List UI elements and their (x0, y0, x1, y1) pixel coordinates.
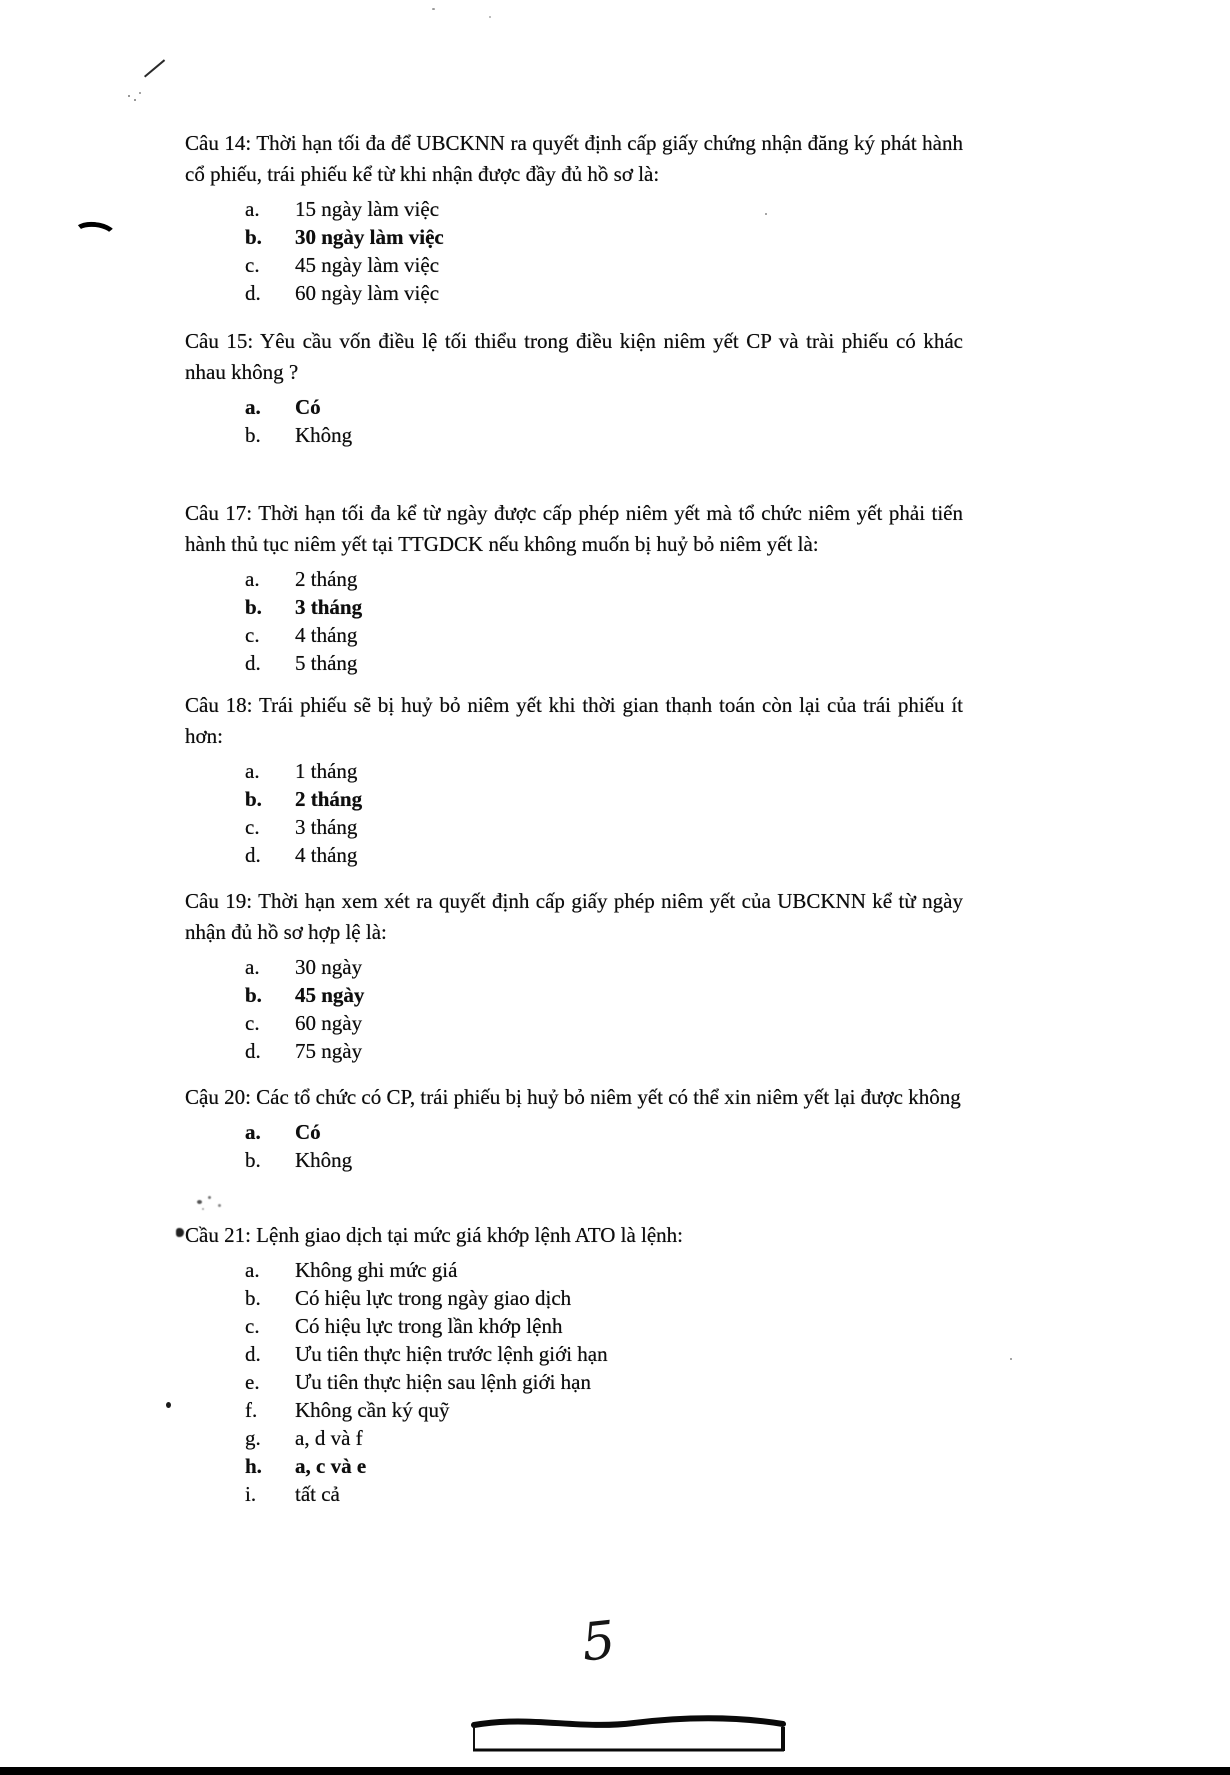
option-letter: b. (245, 1148, 261, 1172)
option-row (245, 813, 963, 841)
option-row (245, 649, 963, 677)
option-row (245, 1256, 963, 1284)
question-label: Câu 18: (185, 693, 253, 717)
options-list (245, 195, 963, 307)
option-row (245, 279, 963, 307)
question-19 (185, 886, 963, 1065)
option-text: 45 ngày làm việc (295, 253, 440, 277)
pen-speck (128, 95, 130, 97)
option-text: 4 tháng (295, 623, 358, 647)
option-letter: c. (245, 623, 260, 647)
options-list (245, 757, 963, 869)
option-text: Ưu tiên thực hiện sau lệnh giới hạn (295, 1370, 591, 1394)
question-text: Các tổ chức có CP, trái phiếu bị huỷ bỏ niêm yết có thể xin niêm yết lại được không (256, 1085, 961, 1109)
option-text: 60 ngày làm việc (295, 281, 440, 305)
question-label: Câu 14: (185, 131, 252, 155)
option-letter: a. (245, 1258, 260, 1282)
option-row (245, 251, 963, 279)
ink-smudge (208, 1196, 211, 1199)
option-row (245, 1146, 963, 1174)
question-text: Thời hạn xem xét ra quyết định cấp giấy phép niêm yết của UBCKNN kể từ ngày nhận đủ hồ sơ hợp lệ là: (185, 889, 964, 944)
options-list (245, 393, 963, 449)
option-row (245, 1452, 963, 1480)
option-letter: b. (245, 787, 262, 811)
option-text: 75 ngày (295, 1039, 363, 1063)
option-letter: d. (245, 281, 261, 305)
hand-drawn-box (462, 1712, 796, 1758)
scan-edge-bar (0, 1767, 1230, 1775)
option-row (245, 1480, 963, 1508)
option-row (245, 1118, 963, 1146)
option-row (245, 757, 963, 785)
question-text: Trái phiếu sẽ bị huỷ bỏ niêm yết khi thời gian thanh toán còn lại của trái phiếu ít hơn: (185, 693, 963, 748)
pen-stroke-icon (144, 59, 165, 77)
question-15 (185, 326, 963, 449)
question-text: Yêu cầu vốn điều lệ tối thiểu trong điều kiện niêm yết CP và trài phiếu có khác nhau không ? (185, 329, 963, 384)
option-letter: i. (245, 1482, 257, 1506)
option-text: Không cần ký quỹ (295, 1398, 450, 1422)
question-20 (185, 1082, 963, 1174)
option-letter: a. (245, 759, 260, 783)
option-text: Có (295, 395, 321, 419)
ink-smudge (218, 1204, 221, 1207)
question-label: Cậu 20: (185, 1085, 251, 1109)
options-list (245, 1256, 963, 1508)
option-row (245, 1284, 963, 1312)
pen-speck (134, 99, 136, 101)
question-label: Câu 19: (185, 889, 253, 913)
option-row (245, 981, 963, 1009)
option-text: 15 ngày làm việc (295, 197, 440, 221)
option-letter: a. (245, 955, 260, 979)
option-letter: b. (245, 423, 261, 447)
pen-arc-icon (71, 220, 118, 251)
option-letter: d. (245, 651, 261, 675)
option-text: 30 ngày làm việc (295, 225, 444, 249)
option-text: 30 ngày (295, 955, 363, 979)
option-text: a, d và f (295, 1426, 363, 1450)
option-row (245, 565, 963, 593)
option-text: 45 ngày (295, 983, 365, 1007)
option-letter: b. (245, 225, 262, 249)
options-list (245, 953, 963, 1065)
option-row (245, 593, 963, 621)
option-text: 1 tháng (295, 759, 358, 783)
options-list (245, 565, 963, 677)
option-letter: f. (245, 1398, 258, 1422)
option-row (245, 1009, 963, 1037)
option-letter: b. (245, 1286, 261, 1310)
option-row (245, 785, 963, 813)
option-text: tất cả (295, 1482, 340, 1506)
option-text: Có hiệu lực trong ngày giao dịch (295, 1286, 572, 1310)
option-letter: d. (245, 843, 261, 867)
question-text: Lệnh giao dịch tại mức giá khớp lệnh ATO là lệnh: (256, 1223, 684, 1247)
option-letter: e. (245, 1370, 260, 1394)
option-text: 4 tháng (295, 843, 358, 867)
option-letter: a. (245, 567, 260, 591)
option-text: 3 tháng (295, 815, 358, 839)
option-letter: c. (245, 1314, 260, 1338)
option-text: 60 ngày (295, 1011, 363, 1035)
question-text: Thời hạn tối đa kể từ ngày được cấp phép niêm yết mà tổ chức niêm yết phải tiến hành thủ tục niêm yết tại TTGDCK nếu không muốn bị huỷ bỏ niêm yết là: (185, 501, 963, 556)
question-label: Câu 15: (185, 329, 254, 353)
option-letter: a. (245, 197, 260, 221)
option-row (245, 841, 963, 869)
handwritten-page-number: 5 (578, 1610, 619, 1674)
option-row (245, 1340, 963, 1368)
option-letter: b. (245, 983, 262, 1007)
option-row (245, 621, 963, 649)
ink-blob (176, 1228, 184, 1237)
option-text: a, c và e (295, 1454, 367, 1478)
option-text: Không ghi mức giá (295, 1258, 458, 1282)
option-letter: d. (245, 1342, 261, 1366)
option-letter: d. (245, 1039, 261, 1063)
option-row (245, 1424, 963, 1452)
scan-speck (1010, 1358, 1012, 1360)
option-row (245, 421, 963, 449)
option-letter: h. (245, 1454, 262, 1478)
question-14 (185, 128, 963, 307)
option-row (245, 953, 963, 981)
option-row (245, 1037, 963, 1065)
option-letter: c. (245, 815, 260, 839)
scan-speck (432, 8, 435, 10)
question-text: Thời hạn tối đa để UBCKNN ra quyết định cấp giấy chứng nhận đăng ký phát hành cổ phiếu, trái phiếu kể từ khi nhận được đầy đủ hồ sơ là: (185, 131, 964, 186)
option-row (245, 393, 963, 421)
option-text: 3 tháng (295, 595, 363, 619)
option-letter: g. (245, 1426, 261, 1450)
question-18 (185, 690, 963, 869)
options-list (245, 1118, 963, 1174)
option-letter: a. (245, 1120, 261, 1144)
scan-speck (489, 16, 491, 18)
ink-smudge (202, 1208, 204, 1210)
option-row (245, 1312, 963, 1340)
option-text: Có (295, 1120, 321, 1144)
option-text: Không (295, 1148, 353, 1172)
option-letter: b. (245, 595, 262, 619)
option-letter: c. (245, 253, 260, 277)
question-21 (185, 1220, 963, 1508)
ink-smudge (197, 1200, 202, 1204)
option-row (245, 195, 963, 223)
option-text: 5 tháng (295, 651, 358, 675)
option-text: 2 tháng (295, 567, 358, 591)
option-row (245, 223, 963, 251)
option-text: Không (295, 423, 353, 447)
option-row (245, 1396, 963, 1424)
option-text: 2 tháng (295, 787, 363, 811)
question-17 (185, 498, 963, 677)
ink-dot (166, 1402, 171, 1408)
option-letter: a. (245, 395, 261, 419)
option-text: Ưu tiên thực hiện trước lệnh giới hạn (295, 1342, 608, 1366)
option-letter: c. (245, 1011, 260, 1035)
question-label: Cầu 21: (185, 1223, 251, 1247)
pen-speck (139, 92, 141, 94)
question-label: Câu 17: (185, 501, 253, 525)
option-row (245, 1368, 963, 1396)
option-text: Có hiệu lực trong lần khớp lệnh (295, 1314, 563, 1338)
